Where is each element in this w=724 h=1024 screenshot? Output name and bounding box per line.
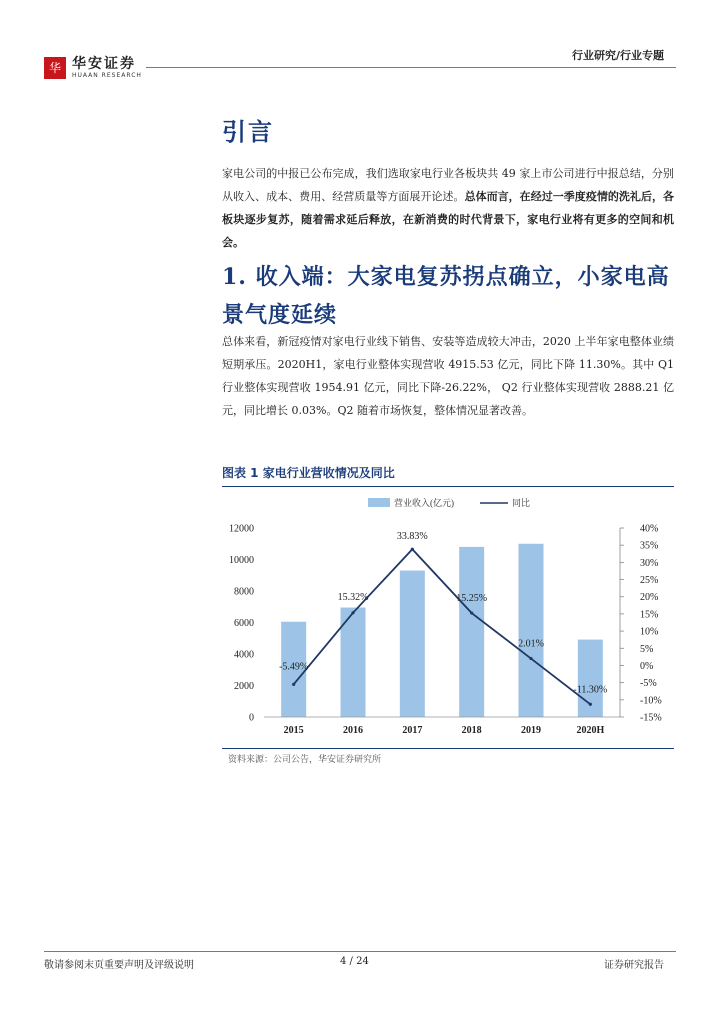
y-left-tick-label: 4000 — [234, 649, 254, 661]
page-number: 4 / 24 — [340, 956, 369, 967]
yoy-data-label: 2.01% — [518, 638, 544, 650]
footer-divider — [44, 951, 676, 952]
intro-bold-text: 总体而言，在经过一季度疫情的洗礼后，各板块逐步复苏，随着需求延后释放，在新消费的时代背景下，家电行业将有更多的空间和机会。 — [222, 190, 675, 249]
intro-text: 家电公司的中报已公布完成，我们选取家电行业各板块共 49 家上市公司进行中报总结，分别从收入、成本、费用、经营质量等方面展开论述。 — [222, 167, 674, 203]
company-logo — [44, 56, 142, 80]
section-heading: 1. 收入端：大家电复苏拐点确立，小家电高景气度延续 — [222, 264, 670, 328]
yoy-point — [470, 611, 473, 614]
figure-bottom-rule — [222, 748, 674, 749]
y-left-tick-label: 0 — [249, 712, 254, 724]
logo-name: 华安证券 — [72, 56, 136, 72]
header-divider — [146, 67, 676, 68]
legend-label-revenue: 营业收入(亿元) — [394, 498, 454, 508]
section-paragraph: 总体来看，新冠疫情对家电行业线下销售、安装等造成较大冲击，2020 上半年家电整体业绩短期承压。2020H1，家电行业整体实现营收 4915.53 亿元，同比下降 11.30%。其中 Q1 行业整体实现营收 1954.91 亿元，同比下降-26.22%， Q2 行业整体实现营收 2888.21 亿元，同比增长 0.03%。Q2 随着市场恢复，整体情况显著改善。 — [222, 335, 674, 417]
yoy-data-label: -5.49% — [279, 661, 309, 673]
y-right-tick-label: 30% — [640, 557, 659, 569]
figure-source: 资料来源：公司公告，华安证券研究所 — [228, 755, 382, 765]
logo-seal-icon: 华 — [44, 57, 66, 79]
y-right-tick-label: 25% — [640, 575, 659, 587]
yoy-data-label: 15.32% — [337, 591, 369, 603]
yoy-point — [351, 611, 354, 614]
x-tick-label: 2016 — [343, 725, 363, 736]
yoy-data-label: -11.30% — [573, 684, 608, 696]
yoy-line — [294, 549, 591, 704]
y-right-tick-label: -5% — [640, 678, 657, 690]
y-right-tick-label: -10% — [640, 695, 662, 707]
footer-disclaimer: 敬请参阅末页重要声明及评级说明 — [44, 960, 194, 971]
yoy-point — [411, 548, 414, 551]
report-category: 行业研究/行业专题 — [571, 49, 664, 62]
revenue-chart — [222, 488, 674, 746]
y-left-tick-label: 2000 — [234, 681, 254, 692]
yoy-data-label: 33.83% — [396, 531, 428, 543]
legend-label-yoy: 同比 — [512, 498, 531, 508]
y-right-tick-label: 15% — [640, 609, 659, 621]
y-left-tick-label: 12000 — [229, 523, 254, 535]
y-left-tick-label: 6000 — [234, 618, 254, 629]
y-right-tick-label: 10% — [640, 626, 659, 638]
footer-report-type: 证券研究报告 — [604, 960, 664, 971]
y-right-tick-label: 20% — [640, 592, 659, 604]
yoy-data-label: 15.25% — [456, 593, 488, 605]
revenue-bar — [519, 544, 544, 717]
revenue-bar — [400, 571, 425, 717]
y-left-tick-label: 10000 — [229, 555, 254, 566]
intro-heading: 引言 — [222, 117, 274, 146]
x-tick-label: 2017 — [402, 725, 423, 736]
revenue-bar — [459, 547, 484, 717]
yoy-point — [529, 657, 532, 660]
intro-paragraph — [222, 162, 674, 254]
figure-title: 图表 1 家电行业营收情况及同比 — [222, 466, 395, 480]
x-tick-label: 2020H — [576, 725, 605, 736]
x-tick-label: 2019 — [521, 725, 541, 736]
yoy-point — [589, 703, 592, 706]
legend-swatch-revenue — [368, 498, 390, 507]
x-tick-label: 2015 — [283, 725, 304, 736]
y-right-tick-label: 35% — [640, 540, 659, 552]
y-right-tick-label: 5% — [640, 643, 654, 655]
y-right-tick-label: 0% — [640, 660, 654, 672]
figure-top-rule — [222, 486, 674, 487]
logo-english: HUAAN RESEARCH — [72, 72, 142, 79]
yoy-point — [292, 683, 295, 686]
y-right-tick-label: 40% — [640, 523, 659, 535]
x-tick-label: 2018 — [461, 725, 482, 736]
y-right-tick-label: -15% — [640, 712, 662, 724]
y-left-tick-label: 8000 — [234, 586, 254, 598]
